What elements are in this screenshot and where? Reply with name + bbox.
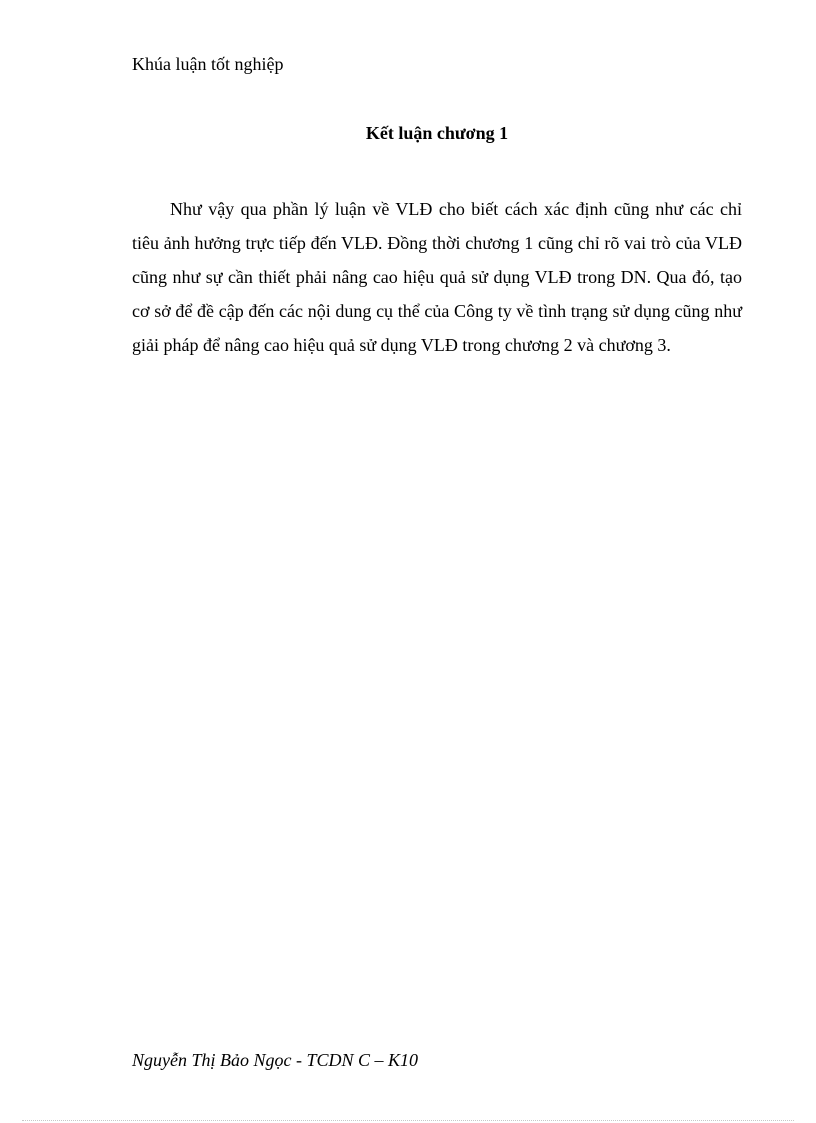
page-footer: Nguyễn Thị Bảo Ngọc - TCDN C – K10 — [132, 1050, 419, 1070]
page-header: Khúa luận tốt nghiệp — [132, 54, 284, 74]
page-bottom-divider — [22, 1120, 794, 1121]
chapter-title: Kết luận chương 1 — [365, 123, 509, 143]
body-paragraph: Như vậy qua phần lý luận về VLĐ cho biết cách xác định cũng như các chỉ tiêu ảnh hưởng trực tiếp đến VLĐ. Đồng thời chương 1 cũng chỉ rõ vai trò của VLĐ cũng như sự cần thiết phải nâng cao hiệu quả sử dụng VLĐ trong DN. Qua đó, tạo cơ sở để đề cập đến các nội dung cụ thể của Công ty về tình trạng sử dụng cũng như giải pháp để nâng cao hiệu quả sử dụng VLĐ trong chương 2 và chương 3. — [132, 199, 742, 355]
